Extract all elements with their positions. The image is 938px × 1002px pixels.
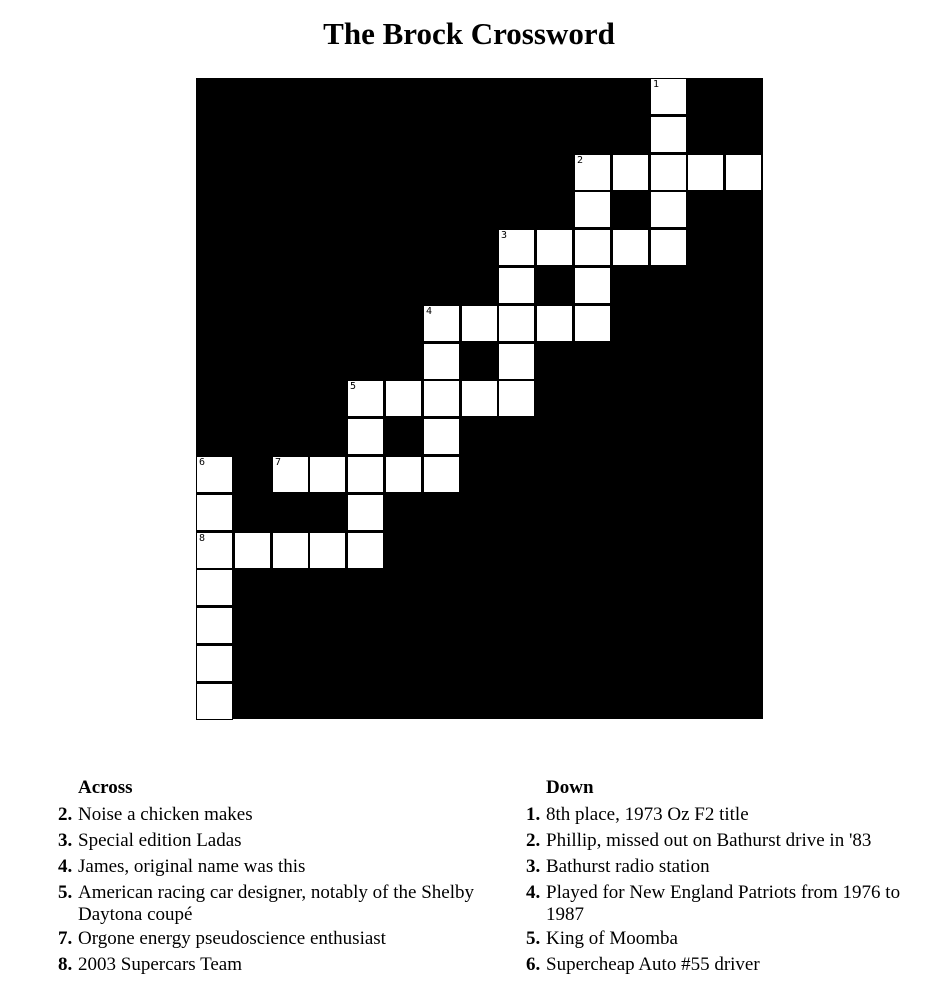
clue-text: 8th place, 1973 Oz F2 title [546,804,749,825]
clue-across-5 [58,880,504,926]
clue-text: Special edition Ladas [78,830,242,851]
grid-cell[interactable] [385,456,422,493]
clue-down-4 [526,880,926,926]
clue-down-2 [526,828,926,854]
grid-cell[interactable] [347,380,384,417]
grid-cell[interactable] [196,607,233,644]
clue-across-4 [58,854,504,880]
clue-number: 5. [526,928,541,949]
clue-across-7 [58,926,504,952]
grid-cell[interactable] [347,494,384,531]
clue-text: Played for New England Patriots from 1976 to 1987 [546,882,901,925]
grid-cell[interactable] [385,380,422,417]
puzzle-title: The Brock Crossword [323,16,615,51]
down-heading: Down [546,777,594,798]
clue-number: 1. [526,804,541,825]
clue-number: 5. [58,882,73,903]
clue-text: 2003 Supercars Team [78,954,242,975]
clue-number: 4. [58,856,73,877]
clue-number: 3. [58,830,73,851]
grid-cell[interactable] [272,456,309,493]
clue-text: King of Moomba [546,928,678,949]
clue-down-1 [526,802,926,828]
cell-number: 8 [199,533,206,544]
grid-cell[interactable] [196,683,233,720]
grid-cell[interactable] [498,380,535,417]
clue-text: Noise a chicken makes [78,804,253,825]
grid-cell[interactable] [423,456,460,493]
cell-number: 4 [426,306,433,317]
clue-down-6 [526,952,926,978]
clue-number: 4. [526,882,541,903]
grid-cell[interactable] [347,418,384,455]
grid-cell[interactable] [536,229,573,266]
grid-cell[interactable] [687,154,724,191]
cell-number: 6 [199,457,206,468]
grid-cell[interactable] [612,154,649,191]
clue-number: 2. [526,830,541,851]
grid-cell[interactable] [498,267,535,304]
cell-number: 7 [275,457,282,468]
grid-cell[interactable] [461,380,498,417]
down-clues [526,775,926,978]
grid-cell[interactable] [272,532,309,569]
across-heading: Across [78,777,133,798]
grid-cell[interactable] [196,645,233,682]
clue-text: Bathurst radio station [546,856,710,877]
down-clue-list [526,802,926,978]
grid-cell[interactable] [650,116,687,153]
grid-cell[interactable] [650,154,687,191]
grid-cell[interactable] [196,569,233,606]
grid-cell[interactable] [309,456,346,493]
grid-cell[interactable] [347,456,384,493]
grid-cell[interactable] [498,305,535,342]
grid-cell[interactable] [725,154,762,191]
clue-text: James, original name was this [78,856,306,877]
clue-number: 2. [58,804,73,825]
grid-cell[interactable] [196,456,233,493]
across-clues [58,775,504,978]
clue-text: Supercheap Auto #55 driver [546,954,760,975]
clue-text: Orgone energy pseudoscience enthusiast [78,928,386,949]
grid-cell[interactable] [498,229,535,266]
clue-number: 3. [526,856,541,877]
grid-cell[interactable] [574,267,611,304]
grid-cell[interactable] [650,78,687,115]
grid-cell[interactable] [309,532,346,569]
grid-cell[interactable] [574,229,611,266]
cell-number: 2 [577,155,584,166]
grid-cell[interactable] [574,191,611,228]
across-clue-list [58,802,504,978]
cell-number: 5 [350,381,357,392]
clue-down-5 [526,926,926,952]
grid-cell[interactable] [574,154,611,191]
grid-cell[interactable] [196,532,233,569]
grid-cell[interactable] [498,343,535,380]
clue-text: American racing car designer, notably of the Shelby Daytona coupé [78,882,474,925]
grid-cell[interactable] [423,305,460,342]
clue-number: 6. [526,954,541,975]
grid-cell[interactable] [461,305,498,342]
grid-cell[interactable] [347,532,384,569]
grid-cell[interactable] [234,532,271,569]
clue-number: 8. [58,954,73,975]
clue-across-3 [58,828,504,854]
grid-cell[interactable] [196,494,233,531]
grid-cell[interactable] [423,380,460,417]
crossword-grid [196,78,763,719]
clue-across-8 [58,952,504,978]
clue-down-3 [526,854,926,880]
clue-across-2 [58,802,504,828]
clue-number: 7. [58,928,73,949]
grid-cell[interactable] [423,418,460,455]
grid-cell[interactable] [574,305,611,342]
grid-cell[interactable] [536,305,573,342]
cell-number: 3 [501,230,508,241]
grid-cell[interactable] [423,343,460,380]
grid-cell[interactable] [650,229,687,266]
grid-cell[interactable] [612,229,649,266]
grid-cell[interactable] [650,191,687,228]
cell-number: 1 [653,79,660,90]
clue-text: Phillip, missed out on Bathurst drive in '83 [546,830,872,851]
